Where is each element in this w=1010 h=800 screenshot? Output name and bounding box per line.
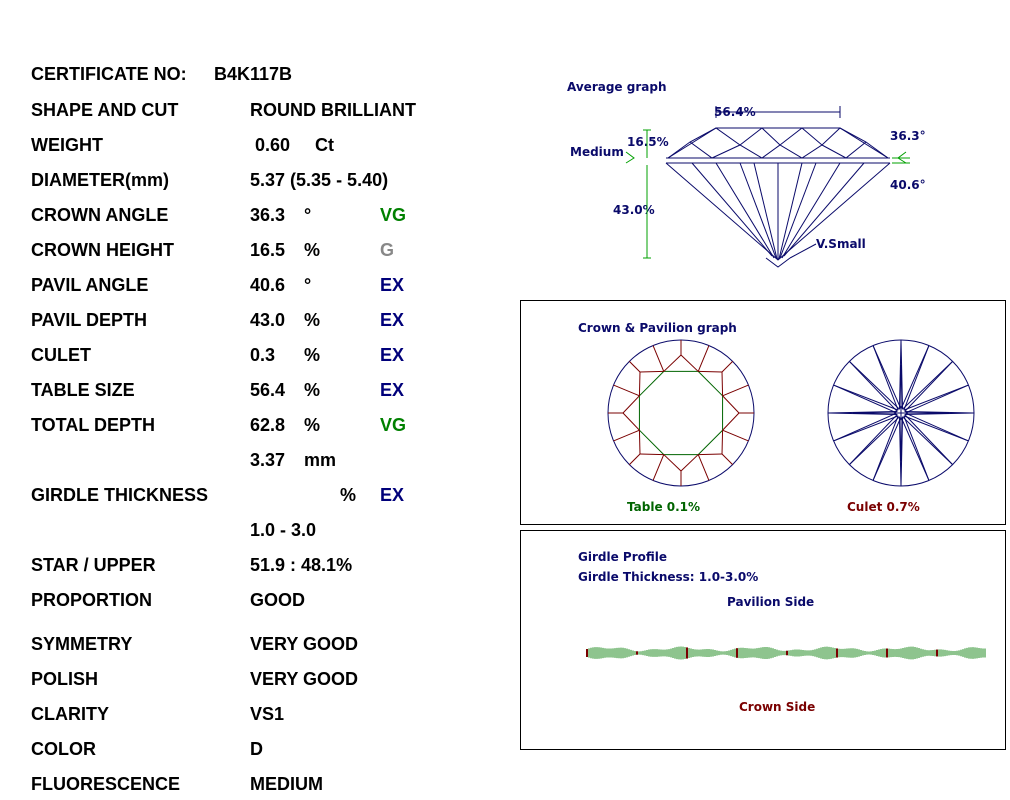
culet-pct-caption: Culet 0.7% bbox=[847, 500, 920, 514]
table-pct-caption: Table 0.1% bbox=[627, 500, 701, 514]
spec-row bbox=[0, 170, 500, 196]
spec-label: SHAPE AND CUT bbox=[31, 100, 179, 120]
diamond-profile-diagram bbox=[540, 70, 1000, 290]
spec-unit: % bbox=[304, 415, 321, 435]
spec-row bbox=[0, 590, 500, 616]
spec-label: DIAMETER(mm) bbox=[31, 170, 169, 190]
girdle-thickness-text: Girdle Thickness: 1.0-3.0% bbox=[578, 570, 759, 584]
spec-value: 36.3 bbox=[250, 205, 286, 225]
culet-label: V.Small bbox=[816, 237, 866, 251]
spec-value: 1.0 - 3.0 bbox=[250, 520, 317, 540]
spec-value: 5.37 (5.35 - 5.40) bbox=[250, 170, 389, 190]
spec-value: 16.5 bbox=[250, 240, 286, 260]
spec-row bbox=[0, 739, 500, 765]
certificate-row bbox=[0, 64, 500, 90]
spec-value: 56.4 bbox=[250, 380, 286, 400]
pavilion-angle-label: 40.6° bbox=[890, 178, 926, 192]
spec-grade: EX bbox=[380, 275, 405, 295]
spec-row bbox=[0, 485, 500, 511]
certificate-number: B4K117B bbox=[214, 64, 293, 84]
crown-height-label: 16.5% bbox=[627, 135, 669, 149]
spec-unit: % bbox=[340, 485, 357, 505]
spec-unit: Ct bbox=[315, 135, 334, 155]
spec-unit: mm bbox=[304, 450, 337, 470]
spec-row bbox=[0, 634, 500, 660]
spec-grade: EX bbox=[380, 345, 405, 365]
spec-label: CLARITY bbox=[31, 704, 109, 724]
spec-label: PAVIL ANGLE bbox=[31, 275, 149, 295]
spec-value: D bbox=[250, 739, 263, 759]
spec-grade: EX bbox=[380, 485, 405, 505]
spec-value: VERY GOOD bbox=[250, 669, 359, 689]
spec-label: CROWN ANGLE bbox=[31, 205, 169, 225]
spec-label: WEIGHT bbox=[31, 135, 103, 155]
girdle-profile-title: Girdle Profile bbox=[578, 550, 668, 564]
spec-label: GIRDLE THICKNESS bbox=[31, 485, 209, 505]
girdle-profile-panel bbox=[520, 530, 1006, 750]
pavilion-graph bbox=[821, 338, 981, 498]
pavilion-depth-label: 43.0% bbox=[613, 203, 655, 217]
spec-row bbox=[0, 555, 500, 581]
spec-unit: % bbox=[304, 380, 321, 400]
spec-label: CULET bbox=[31, 345, 91, 365]
average-graph-title: Average graph bbox=[567, 80, 667, 94]
spec-row bbox=[0, 380, 500, 406]
spec-row bbox=[0, 205, 500, 231]
crown-pavilion-panel bbox=[520, 300, 1006, 525]
spec-row bbox=[0, 345, 500, 371]
spec-row bbox=[0, 415, 500, 441]
average-graph bbox=[540, 70, 1000, 290]
crown-pavilion-title: Crown & Pavilion graph bbox=[578, 321, 737, 335]
spec-grade: VG bbox=[380, 415, 407, 435]
girdle-profile-strip bbox=[585, 641, 995, 665]
spec-row bbox=[0, 275, 500, 301]
spec-label: STAR / UPPER bbox=[31, 555, 156, 575]
spec-value: 0.60 bbox=[250, 135, 291, 155]
spec-grade: EX bbox=[380, 310, 405, 330]
certificate-label: CERTIFICATE NO: bbox=[31, 64, 187, 84]
spec-value: 62.8 bbox=[250, 415, 286, 435]
spec-unit: % bbox=[304, 240, 321, 260]
spec-grade: G bbox=[380, 240, 395, 260]
spec-label: TOTAL DEPTH bbox=[31, 415, 156, 435]
table-pct-label: 56.4% bbox=[714, 105, 756, 119]
spec-row bbox=[0, 310, 500, 336]
spec-row bbox=[0, 669, 500, 695]
spec-unit: % bbox=[304, 310, 321, 330]
crown-angle-label: 36.3° bbox=[890, 129, 926, 143]
spec-label: PAVIL DEPTH bbox=[31, 310, 148, 330]
crown-graph bbox=[601, 338, 761, 498]
girdle-label: Medium bbox=[570, 145, 624, 159]
spec-row bbox=[0, 135, 500, 161]
spec-label: POLISH bbox=[31, 669, 99, 689]
spec-value: 40.6 bbox=[250, 275, 286, 295]
spec-value: 43.0 bbox=[250, 310, 286, 330]
spec-label: TABLE SIZE bbox=[31, 380, 135, 400]
spec-value: MEDIUM bbox=[250, 774, 323, 794]
spec-row bbox=[0, 520, 500, 546]
spec-label: PROPORTION bbox=[31, 590, 153, 610]
spec-label: FLUORESCENCE bbox=[31, 774, 181, 794]
pavilion-side-label: Pavilion Side bbox=[727, 595, 815, 609]
spec-row bbox=[0, 450, 500, 476]
spec-grade: VG bbox=[380, 205, 407, 225]
spec-label: SYMMETRY bbox=[31, 634, 133, 654]
spec-value: 51.9 : 48.1% bbox=[250, 555, 353, 575]
spec-value: ROUND BRILLIANT bbox=[250, 100, 416, 120]
spec-row bbox=[0, 704, 500, 730]
spec-label: CROWN HEIGHT bbox=[31, 240, 174, 260]
spec-row bbox=[0, 240, 500, 266]
spec-unit: ° bbox=[304, 205, 312, 225]
spec-value: VERY GOOD bbox=[250, 634, 359, 654]
spec-unit: % bbox=[304, 345, 321, 365]
spec-unit: ° bbox=[304, 275, 312, 295]
spec-value: 3.37 bbox=[250, 450, 286, 470]
spec-label: COLOR bbox=[31, 739, 96, 759]
crown-side-label: Crown Side bbox=[739, 700, 816, 714]
spec-value: VS1 bbox=[250, 704, 285, 724]
spec-row bbox=[0, 774, 500, 800]
spec-value: GOOD bbox=[250, 590, 306, 610]
spec-row bbox=[0, 100, 500, 126]
spec-grade: EX bbox=[380, 380, 405, 400]
spec-value: 0.3 bbox=[250, 345, 276, 365]
